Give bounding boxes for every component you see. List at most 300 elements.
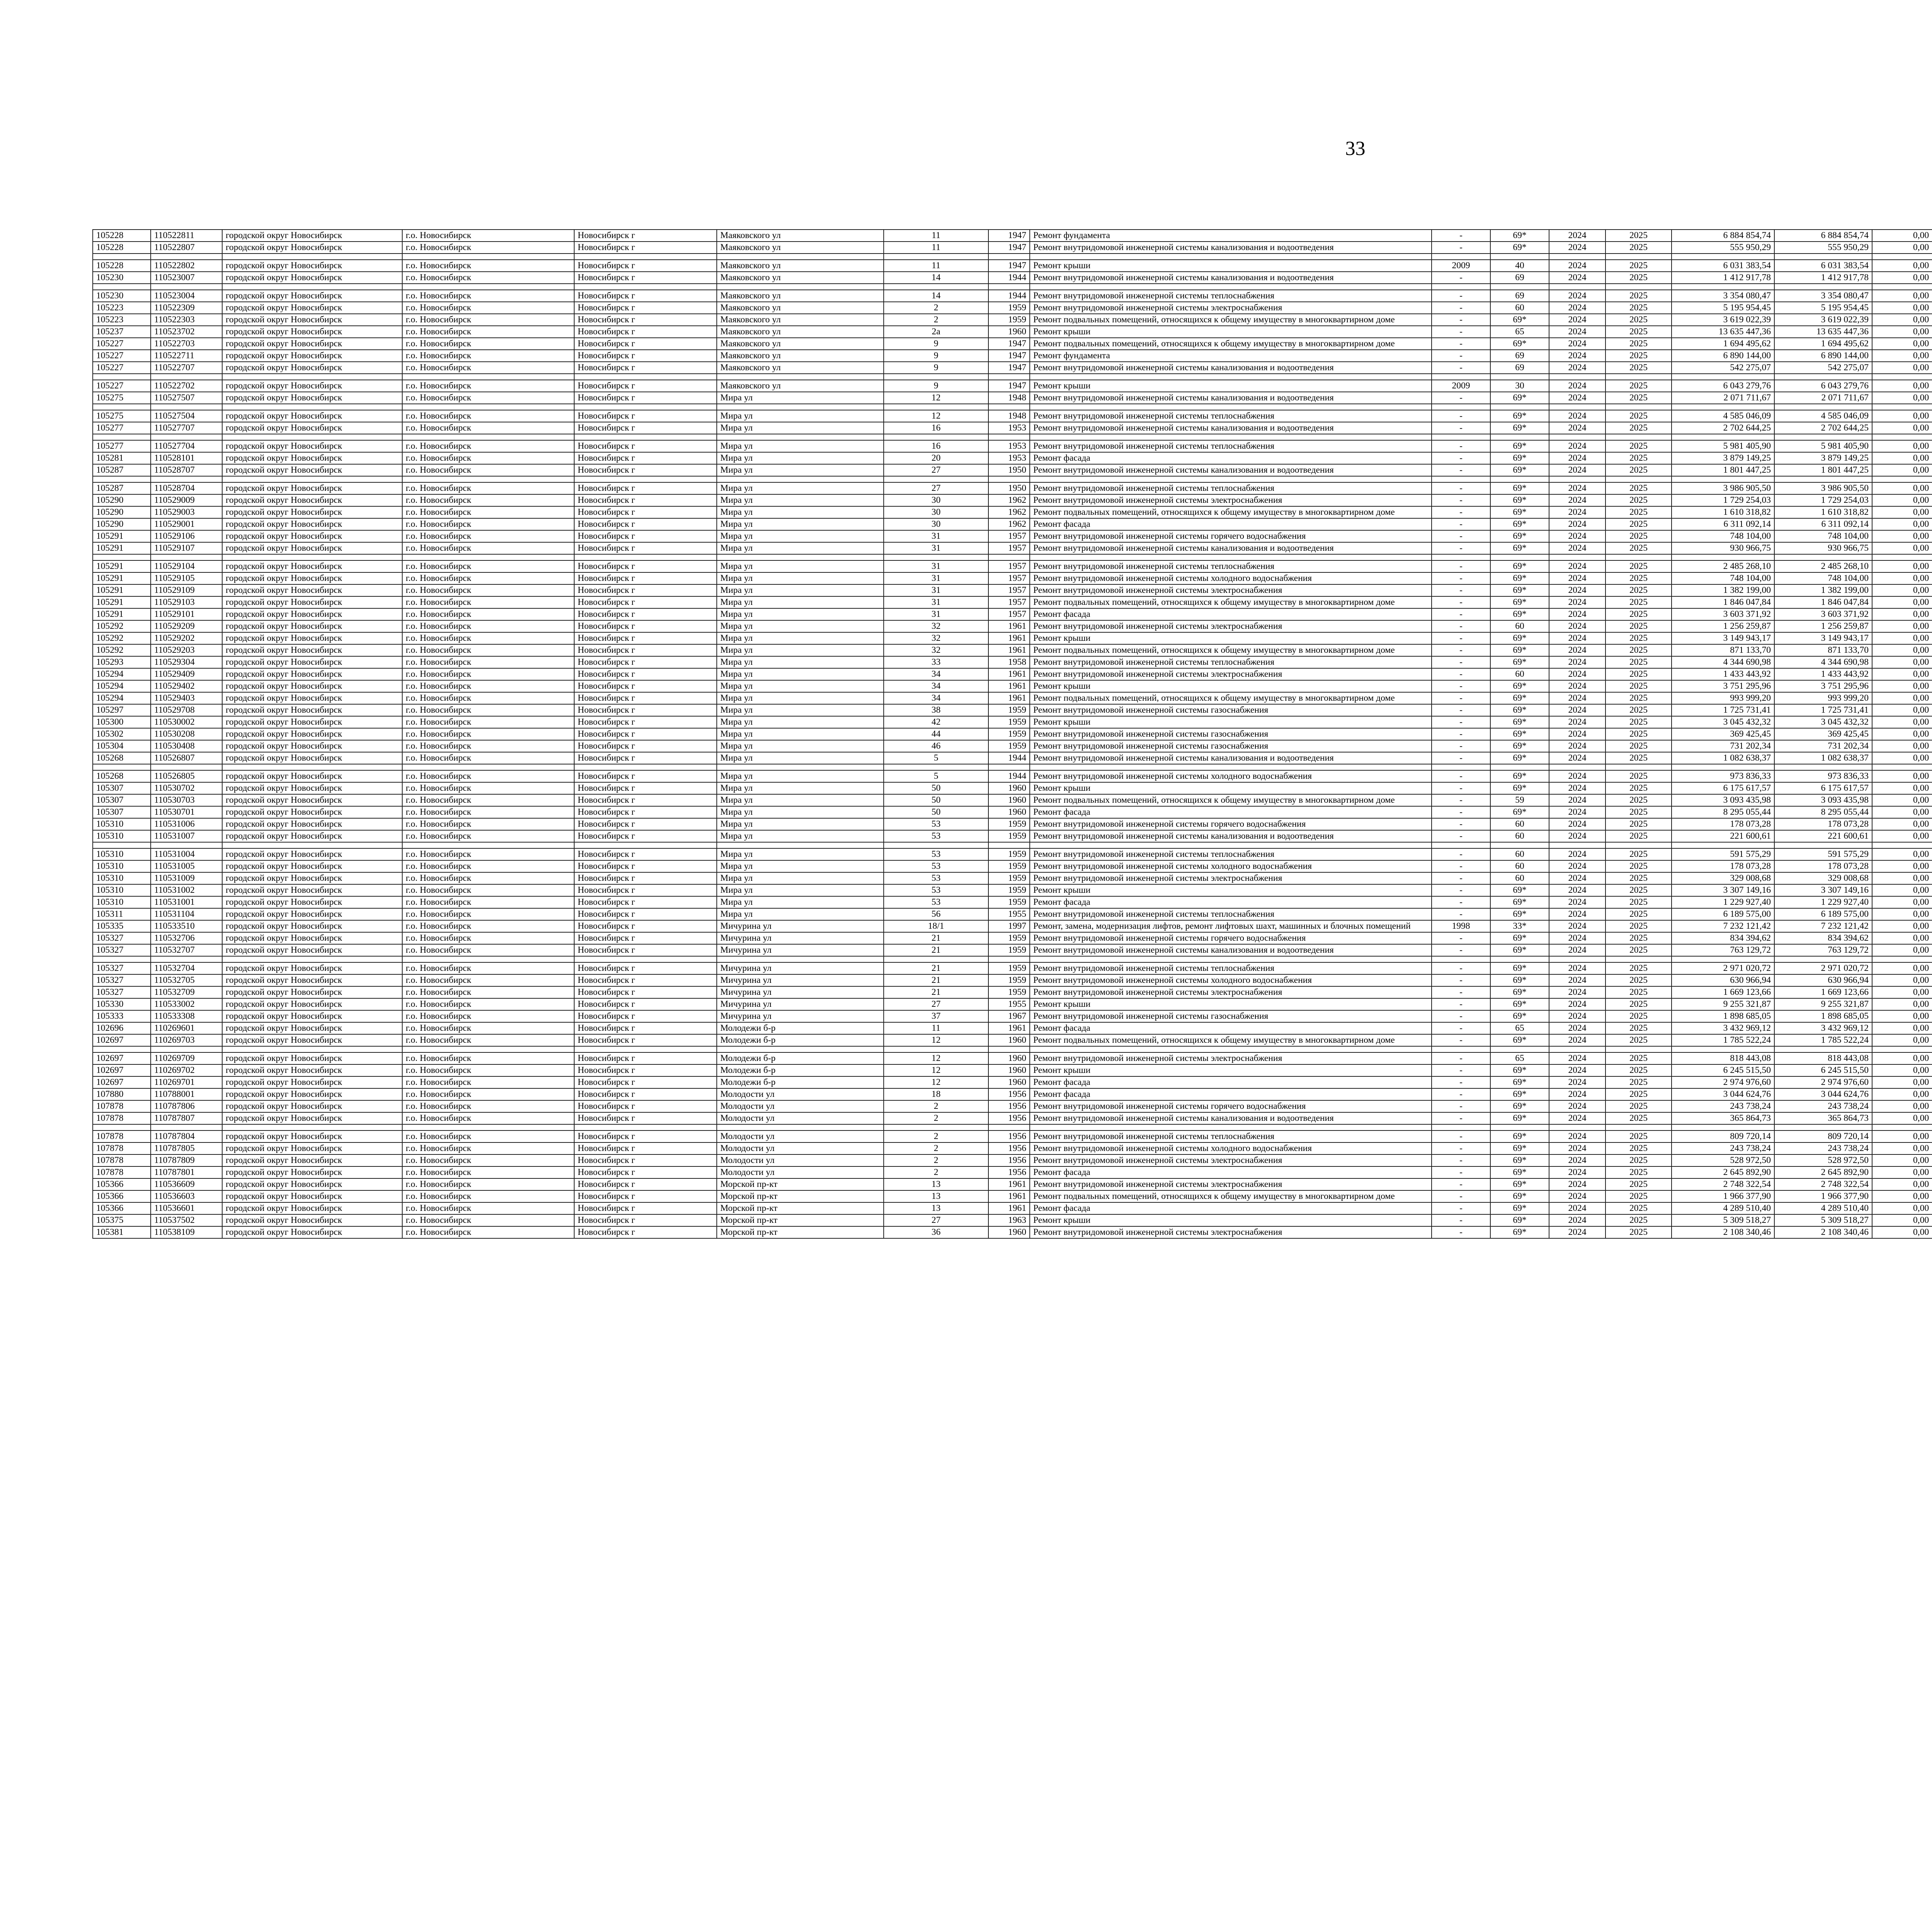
plan-year-end-cell: 2025 bbox=[1605, 1034, 1672, 1046]
repair-type-cell: Ремонт внутридомовой инженерной системы канализования и водоотведения bbox=[1030, 464, 1432, 476]
object-code-cell: 110529403 bbox=[151, 692, 222, 704]
repair-type-cell: Ремонт фасада bbox=[1030, 452, 1432, 464]
settlement-cell: г.о. Новосибирск bbox=[402, 1154, 574, 1166]
repair-type-cell: Ремонт внутридомовой инженерной системы электроснабжения bbox=[1030, 1226, 1432, 1238]
plan-year-end-cell: 2025 bbox=[1605, 608, 1672, 620]
locality-cell: Новосибирск г bbox=[574, 422, 717, 434]
table-row bbox=[93, 302, 1932, 314]
locality-cell: Новосибирск г bbox=[574, 482, 717, 494]
plan-year-start-cell: 2024 bbox=[1549, 920, 1605, 932]
build-year-cell: 1960 bbox=[988, 1052, 1030, 1064]
house-id-cell: 105290 bbox=[93, 506, 151, 518]
object-code-cell: 110536609 bbox=[151, 1178, 222, 1190]
last-repair-year-cell: - bbox=[1432, 230, 1490, 242]
settlement-cell: г.о. Новосибирск bbox=[402, 1142, 574, 1154]
wear-percent-cell: 69 bbox=[1490, 362, 1549, 374]
plan-year-start-cell: 2024 bbox=[1549, 668, 1605, 680]
municipality-cell: городской округ Новосибирск bbox=[222, 728, 402, 740]
total-cost-cell: 1 729 254,03 bbox=[1672, 494, 1774, 506]
municipality-cell: городской округ Новосибирск bbox=[222, 1190, 402, 1202]
locality-cell: Новосибирск г bbox=[574, 806, 717, 818]
last-repair-year-cell: - bbox=[1432, 410, 1490, 422]
house-id-cell: 105327 bbox=[93, 944, 151, 956]
table-row bbox=[93, 920, 1932, 932]
repair-type-cell: Ремонт внутридомовой инженерной системы канализования и водоотведения bbox=[1030, 1112, 1432, 1124]
empty-cell bbox=[1549, 254, 1605, 260]
municipality-cell: городской округ Новосибирск bbox=[222, 560, 402, 572]
table-row bbox=[93, 986, 1932, 998]
empty-cell bbox=[1672, 842, 1774, 848]
cost-federal-cell: 0,00 bbox=[1872, 572, 1932, 584]
object-code-cell: 110531004 bbox=[151, 848, 222, 860]
municipality-cell: городской округ Новосибирск bbox=[222, 290, 402, 302]
empty-cell bbox=[93, 956, 151, 962]
wear-percent-cell: 69* bbox=[1490, 998, 1549, 1010]
cost-fund-cell: 9 255 321,87 bbox=[1774, 998, 1872, 1010]
plan-year-end-cell: 2025 bbox=[1605, 884, 1672, 896]
house-id-cell: 105333 bbox=[93, 1010, 151, 1022]
empty-cell bbox=[717, 434, 884, 440]
empty-cell bbox=[1872, 554, 1932, 560]
cost-federal-cell: 0,00 bbox=[1872, 1064, 1932, 1076]
plan-year-start-cell: 2024 bbox=[1549, 644, 1605, 656]
house-id-cell: 105327 bbox=[93, 974, 151, 986]
plan-year-end-cell: 2025 bbox=[1605, 1112, 1672, 1124]
house-id-cell: 105366 bbox=[93, 1190, 151, 1202]
object-code-cell: 110529104 bbox=[151, 560, 222, 572]
settlement-cell: г.о. Новосибирск bbox=[402, 962, 574, 974]
repair-type-cell: Ремонт внутридомовой инженерной системы теплоснабжения bbox=[1030, 962, 1432, 974]
house-number-cell: 30 bbox=[884, 494, 988, 506]
wear-percent-cell: 69* bbox=[1490, 392, 1549, 404]
wear-percent-cell: 69* bbox=[1490, 632, 1549, 644]
empty-cell bbox=[574, 554, 717, 560]
last-repair-year-cell: - bbox=[1432, 1226, 1490, 1238]
house-number-cell: 31 bbox=[884, 584, 988, 596]
house-id-cell: 105297 bbox=[93, 704, 151, 716]
cost-federal-cell: 0,00 bbox=[1872, 896, 1932, 908]
municipality-cell: городской округ Новосибирск bbox=[222, 338, 402, 350]
cost-fund-cell: 6 189 575,00 bbox=[1774, 908, 1872, 920]
object-code-cell: 110269703 bbox=[151, 1034, 222, 1046]
settlement-cell: г.о. Новосибирск bbox=[402, 302, 574, 314]
municipality-cell: городской округ Новосибирск bbox=[222, 242, 402, 254]
street-cell: Мира ул bbox=[717, 494, 884, 506]
cost-fund-cell: 2 071 711,67 bbox=[1774, 392, 1872, 404]
plan-year-end-cell: 2025 bbox=[1605, 1022, 1672, 1034]
plan-year-end-cell: 2025 bbox=[1605, 1010, 1672, 1022]
cost-fund-cell: 2 645 892,90 bbox=[1774, 1166, 1872, 1178]
object-code-cell: 110529203 bbox=[151, 644, 222, 656]
table-row bbox=[93, 506, 1932, 518]
plan-year-end-cell: 2025 bbox=[1605, 704, 1672, 716]
object-code-cell: 110522711 bbox=[151, 350, 222, 362]
settlement-cell: г.о. Новосибирск bbox=[402, 392, 574, 404]
total-cost-cell: 2 108 340,46 bbox=[1672, 1226, 1774, 1238]
cost-federal-cell: 0,00 bbox=[1872, 818, 1932, 830]
cost-federal-cell: 0,00 bbox=[1872, 728, 1932, 740]
settlement-cell: г.о. Новосибирск bbox=[402, 656, 574, 668]
object-code-cell: 110529101 bbox=[151, 608, 222, 620]
wear-percent-cell: 69* bbox=[1490, 560, 1549, 572]
build-year-cell: 1947 bbox=[988, 230, 1030, 242]
plan-year-start-cell: 2024 bbox=[1549, 422, 1605, 434]
cost-federal-cell: 0,00 bbox=[1872, 680, 1932, 692]
empty-cell bbox=[988, 404, 1030, 410]
repair-type-cell: Ремонт фасада bbox=[1030, 806, 1432, 818]
empty-cell bbox=[884, 254, 988, 260]
repair-type-cell: Ремонт внутридомовой инженерной системы электроснабжения bbox=[1030, 584, 1432, 596]
last-repair-year-cell: - bbox=[1432, 1052, 1490, 1064]
wear-percent-cell: 69* bbox=[1490, 1034, 1549, 1046]
total-cost-cell: 555 950,29 bbox=[1672, 242, 1774, 254]
municipality-cell: городской округ Новосибирск bbox=[222, 860, 402, 872]
plan-year-end-cell: 2025 bbox=[1605, 314, 1672, 326]
repair-type-cell: Ремонт фасада bbox=[1030, 1022, 1432, 1034]
house-number-cell: 12 bbox=[884, 410, 988, 422]
cost-fund-cell: 1 898 685,05 bbox=[1774, 1010, 1872, 1022]
locality-cell: Новосибирск г bbox=[574, 506, 717, 518]
total-cost-cell: 1 382 199,00 bbox=[1672, 584, 1774, 596]
house-id-cell: 107878 bbox=[93, 1142, 151, 1154]
empty-cell bbox=[222, 254, 402, 260]
locality-cell: Новосибирск г bbox=[574, 494, 717, 506]
total-cost-cell: 1 610 318,82 bbox=[1672, 506, 1774, 518]
locality-cell: Новосибирск г bbox=[574, 920, 717, 932]
settlement-cell: г.о. Новосибирск bbox=[402, 1190, 574, 1202]
empty-cell bbox=[1549, 956, 1605, 962]
total-cost-cell: 542 275,07 bbox=[1672, 362, 1774, 374]
plan-year-start-cell: 2024 bbox=[1549, 1142, 1605, 1154]
plan-year-end-cell: 2025 bbox=[1605, 860, 1672, 872]
wear-percent-cell: 69* bbox=[1490, 494, 1549, 506]
empty-cell bbox=[988, 254, 1030, 260]
repair-type-cell: Ремонт внутридомовой инженерной системы электроснабжения bbox=[1030, 302, 1432, 314]
cost-federal-cell: 0,00 bbox=[1872, 770, 1932, 782]
street-cell: Мира ул bbox=[717, 506, 884, 518]
street-cell: Мичурина ул bbox=[717, 932, 884, 944]
plan-year-end-cell: 2025 bbox=[1605, 986, 1672, 998]
wear-percent-cell: 69* bbox=[1490, 1178, 1549, 1190]
municipality-cell: городской округ Новосибирск bbox=[222, 692, 402, 704]
house-id-cell: 105292 bbox=[93, 644, 151, 656]
cost-fund-cell: 8 295 055,44 bbox=[1774, 806, 1872, 818]
house-number-cell: 2а bbox=[884, 326, 988, 338]
house-number-cell: 14 bbox=[884, 290, 988, 302]
house-id-cell: 105287 bbox=[93, 464, 151, 476]
blank-row bbox=[93, 554, 1932, 560]
plan-year-end-cell: 2025 bbox=[1605, 1178, 1672, 1190]
house-id-cell: 105310 bbox=[93, 872, 151, 884]
plan-year-end-cell: 2025 bbox=[1605, 806, 1672, 818]
locality-cell: Новосибирск г bbox=[574, 1226, 717, 1238]
total-cost-cell: 6 175 617,57 bbox=[1672, 782, 1774, 794]
repair-type-cell: Ремонт, замена, модернизация лифтов, ремонт лифтовых шахт, машинных и блочных помещений bbox=[1030, 920, 1432, 932]
wear-percent-cell: 69* bbox=[1490, 482, 1549, 494]
street-cell: Мира ул bbox=[717, 740, 884, 752]
build-year-cell: 1956 bbox=[988, 1130, 1030, 1142]
cost-fund-cell: 3 986 905,50 bbox=[1774, 482, 1872, 494]
total-cost-cell: 818 443,08 bbox=[1672, 1052, 1774, 1064]
house-number-cell: 21 bbox=[884, 974, 988, 986]
municipality-cell: городской округ Новосибирск bbox=[222, 818, 402, 830]
municipality-cell: городской округ Новосибирск bbox=[222, 410, 402, 422]
wear-percent-cell: 69* bbox=[1490, 716, 1549, 728]
build-year-cell: 1962 bbox=[988, 494, 1030, 506]
empty-cell bbox=[574, 476, 717, 482]
build-year-cell: 1961 bbox=[988, 1178, 1030, 1190]
municipality-cell: городской округ Новосибирск bbox=[222, 1178, 402, 1190]
cost-federal-cell: 0,00 bbox=[1872, 350, 1932, 362]
street-cell: Молодости ул bbox=[717, 1154, 884, 1166]
house-id-cell: 105275 bbox=[93, 392, 151, 404]
last-repair-year-cell: - bbox=[1432, 884, 1490, 896]
object-code-cell: 110530701 bbox=[151, 806, 222, 818]
empty-cell bbox=[1432, 1046, 1490, 1052]
build-year-cell: 1948 bbox=[988, 410, 1030, 422]
cost-federal-cell: 0,00 bbox=[1872, 542, 1932, 554]
empty-cell bbox=[717, 842, 884, 848]
repair-type-cell: Ремонт внутридомовой инженерной системы электроснабжения bbox=[1030, 494, 1432, 506]
cost-federal-cell: 0,00 bbox=[1872, 752, 1932, 764]
table-row bbox=[93, 1190, 1932, 1202]
municipality-cell: городской округ Новосибирск bbox=[222, 1010, 402, 1022]
plan-year-end-cell: 2025 bbox=[1605, 272, 1672, 284]
last-repair-year-cell: - bbox=[1432, 728, 1490, 740]
street-cell: Мира ул bbox=[717, 704, 884, 716]
table-row bbox=[93, 680, 1932, 692]
last-repair-year-cell: - bbox=[1432, 272, 1490, 284]
empty-cell bbox=[151, 1124, 222, 1130]
street-cell: Мира ул bbox=[717, 560, 884, 572]
house-number-cell: 31 bbox=[884, 572, 988, 584]
last-repair-year-cell: - bbox=[1432, 806, 1490, 818]
total-cost-cell: 1 898 685,05 bbox=[1672, 1010, 1774, 1022]
plan-year-start-cell: 2024 bbox=[1549, 452, 1605, 464]
street-cell: Мира ул bbox=[717, 644, 884, 656]
object-code-cell: 110529105 bbox=[151, 572, 222, 584]
street-cell: Мира ул bbox=[717, 452, 884, 464]
cost-fund-cell: 2 485 268,10 bbox=[1774, 560, 1872, 572]
empty-cell bbox=[1432, 956, 1490, 962]
total-cost-cell: 13 635 447,36 bbox=[1672, 326, 1774, 338]
plan-year-start-cell: 2024 bbox=[1549, 482, 1605, 494]
cost-fund-cell: 930 966,75 bbox=[1774, 542, 1872, 554]
table-row bbox=[93, 1166, 1932, 1178]
wear-percent-cell: 69* bbox=[1490, 440, 1549, 452]
street-cell: Мира ул bbox=[717, 518, 884, 530]
object-code-cell: 110538109 bbox=[151, 1226, 222, 1238]
empty-cell bbox=[1605, 1124, 1672, 1130]
plan-year-start-cell: 2024 bbox=[1549, 560, 1605, 572]
locality-cell: Новосибирск г bbox=[574, 1154, 717, 1166]
cost-fund-cell: 3 354 080,47 bbox=[1774, 290, 1872, 302]
last-repair-year-cell: - bbox=[1432, 620, 1490, 632]
house-number-cell: 32 bbox=[884, 620, 988, 632]
street-cell: Мира ул bbox=[717, 884, 884, 896]
street-cell: Маяковского ул bbox=[717, 338, 884, 350]
settlement-cell: г.о. Новосибирск bbox=[402, 692, 574, 704]
object-code-cell: 110531005 bbox=[151, 860, 222, 872]
last-repair-year-cell: - bbox=[1432, 770, 1490, 782]
table-row bbox=[93, 1034, 1932, 1046]
build-year-cell: 1947 bbox=[988, 380, 1030, 392]
municipality-cell: городской округ Новосибирск bbox=[222, 530, 402, 542]
build-year-cell: 1957 bbox=[988, 560, 1030, 572]
empty-cell bbox=[1490, 764, 1549, 770]
house-id-cell: 107878 bbox=[93, 1154, 151, 1166]
object-code-cell: 110529202 bbox=[151, 632, 222, 644]
capital-repair-register-table bbox=[92, 229, 1932, 1239]
municipality-cell: городской округ Новосибирск bbox=[222, 794, 402, 806]
plan-year-end-cell: 2025 bbox=[1605, 740, 1672, 752]
last-repair-year-cell: - bbox=[1432, 974, 1490, 986]
house-number-cell: 12 bbox=[884, 1052, 988, 1064]
cost-fund-cell: 748 104,00 bbox=[1774, 530, 1872, 542]
house-number-cell: 11 bbox=[884, 242, 988, 254]
empty-cell bbox=[151, 374, 222, 380]
wear-percent-cell: 69 bbox=[1490, 290, 1549, 302]
plan-year-end-cell: 2025 bbox=[1605, 728, 1672, 740]
street-cell: Морской пр-кт bbox=[717, 1226, 884, 1238]
total-cost-cell: 630 966,94 bbox=[1672, 974, 1774, 986]
plan-year-end-cell: 2025 bbox=[1605, 464, 1672, 476]
plan-year-end-cell: 2025 bbox=[1605, 1076, 1672, 1088]
object-code-cell: 110527507 bbox=[151, 392, 222, 404]
settlement-cell: г.о. Новосибирск bbox=[402, 1178, 574, 1190]
street-cell: Мира ул bbox=[717, 692, 884, 704]
plan-year-start-cell: 2024 bbox=[1549, 830, 1605, 842]
object-code-cell: 110523004 bbox=[151, 290, 222, 302]
house-number-cell: 21 bbox=[884, 932, 988, 944]
cost-fund-cell: 1 801 447,25 bbox=[1774, 464, 1872, 476]
locality-cell: Новосибирск г bbox=[574, 974, 717, 986]
street-cell: Маяковского ул bbox=[717, 290, 884, 302]
plan-year-start-cell: 2024 bbox=[1549, 392, 1605, 404]
wear-percent-cell: 69* bbox=[1490, 728, 1549, 740]
cost-fund-cell: 365 864,73 bbox=[1774, 1112, 1872, 1124]
empty-cell bbox=[717, 956, 884, 962]
plan-year-end-cell: 2025 bbox=[1605, 1142, 1672, 1154]
wear-percent-cell: 60 bbox=[1490, 830, 1549, 842]
house-number-cell: 36 bbox=[884, 1226, 988, 1238]
table-row bbox=[93, 452, 1932, 464]
cost-federal-cell: 0,00 bbox=[1872, 740, 1932, 752]
municipality-cell: городской округ Новосибирск bbox=[222, 608, 402, 620]
build-year-cell: 1961 bbox=[988, 668, 1030, 680]
wear-percent-cell: 69* bbox=[1490, 704, 1549, 716]
empty-cell bbox=[402, 764, 574, 770]
street-cell: Маяковского ул bbox=[717, 230, 884, 242]
empty-cell bbox=[222, 476, 402, 482]
total-cost-cell: 243 738,24 bbox=[1672, 1100, 1774, 1112]
build-year-cell: 1959 bbox=[988, 314, 1030, 326]
last-repair-year-cell: - bbox=[1432, 452, 1490, 464]
cost-federal-cell: 0,00 bbox=[1872, 974, 1932, 986]
cost-fund-cell: 1 082 638,37 bbox=[1774, 752, 1872, 764]
street-cell: Мира ул bbox=[717, 860, 884, 872]
cost-federal-cell: 0,00 bbox=[1872, 986, 1932, 998]
object-code-cell: 110536601 bbox=[151, 1202, 222, 1214]
object-code-cell: 110530408 bbox=[151, 740, 222, 752]
settlement-cell: г.о. Новосибирск bbox=[402, 506, 574, 518]
total-cost-cell: 930 966,75 bbox=[1672, 542, 1774, 554]
build-year-cell: 1959 bbox=[988, 884, 1030, 896]
house-id-cell: 105277 bbox=[93, 440, 151, 452]
table-row bbox=[93, 716, 1932, 728]
plan-year-start-cell: 2024 bbox=[1549, 338, 1605, 350]
house-number-cell: 12 bbox=[884, 1064, 988, 1076]
municipality-cell: городской округ Новосибирск bbox=[222, 848, 402, 860]
plan-year-start-cell: 2024 bbox=[1549, 692, 1605, 704]
plan-year-start-cell: 2024 bbox=[1549, 818, 1605, 830]
locality-cell: Новосибирск г bbox=[574, 932, 717, 944]
municipality-cell: городской округ Новосибирск bbox=[222, 830, 402, 842]
municipality-cell: городской округ Новосибирск bbox=[222, 482, 402, 494]
empty-cell bbox=[1549, 842, 1605, 848]
locality-cell: Новосибирск г bbox=[574, 656, 717, 668]
plan-year-start-cell: 2024 bbox=[1549, 872, 1605, 884]
blank-row bbox=[93, 434, 1932, 440]
cost-federal-cell: 0,00 bbox=[1872, 656, 1932, 668]
house-id-cell: 105310 bbox=[93, 818, 151, 830]
build-year-cell: 1960 bbox=[988, 326, 1030, 338]
blank-row bbox=[93, 404, 1932, 410]
total-cost-cell: 3 619 022,39 bbox=[1672, 314, 1774, 326]
repair-type-cell: Ремонт внутридомовой инженерной системы теплоснабжения bbox=[1030, 560, 1432, 572]
cost-fund-cell: 1 846 047,84 bbox=[1774, 596, 1872, 608]
repair-type-cell: Ремонт внутридомовой инженерной системы теплоснабжения bbox=[1030, 908, 1432, 920]
municipality-cell: городской округ Новосибирск bbox=[222, 1226, 402, 1238]
empty-cell bbox=[1605, 554, 1672, 560]
house-id-cell: 105230 bbox=[93, 272, 151, 284]
build-year-cell: 1957 bbox=[988, 608, 1030, 620]
street-cell: Мира ул bbox=[717, 542, 884, 554]
plan-year-end-cell: 2025 bbox=[1605, 632, 1672, 644]
wear-percent-cell: 69* bbox=[1490, 884, 1549, 896]
locality-cell: Новосибирск г bbox=[574, 1088, 717, 1100]
plan-year-end-cell: 2025 bbox=[1605, 944, 1672, 956]
object-code-cell: 110537502 bbox=[151, 1214, 222, 1226]
empty-cell bbox=[1490, 284, 1549, 290]
repair-type-cell: Ремонт внутридомовой инженерной системы канализования и водоотведения bbox=[1030, 272, 1432, 284]
wear-percent-cell: 69* bbox=[1490, 230, 1549, 242]
settlement-cell: г.о. Новосибирск bbox=[402, 644, 574, 656]
cost-fund-cell: 4 289 510,40 bbox=[1774, 1202, 1872, 1214]
plan-year-end-cell: 2025 bbox=[1605, 1052, 1672, 1064]
empty-cell bbox=[717, 1124, 884, 1130]
last-repair-year-cell: - bbox=[1432, 1178, 1490, 1190]
plan-year-end-cell: 2025 bbox=[1605, 1226, 1672, 1238]
empty-cell bbox=[1490, 254, 1549, 260]
house-number-cell: 11 bbox=[884, 1022, 988, 1034]
settlement-cell: г.о. Новосибирск bbox=[402, 572, 574, 584]
object-code-cell: 110536603 bbox=[151, 1190, 222, 1202]
blank-row bbox=[93, 284, 1932, 290]
municipality-cell: городской округ Новосибирск bbox=[222, 974, 402, 986]
house-number-cell: 9 bbox=[884, 362, 988, 374]
house-number-cell: 2 bbox=[884, 1154, 988, 1166]
empty-cell bbox=[988, 374, 1030, 380]
object-code-cell: 110269701 bbox=[151, 1076, 222, 1088]
locality-cell: Новосибирск г bbox=[574, 1166, 717, 1178]
total-cost-cell: 3 044 624,76 bbox=[1672, 1088, 1774, 1100]
table-row bbox=[93, 1226, 1932, 1238]
house-id-cell: 105291 bbox=[93, 560, 151, 572]
total-cost-cell: 3 432 969,12 bbox=[1672, 1022, 1774, 1034]
cost-federal-cell: 0,00 bbox=[1872, 260, 1932, 272]
settlement-cell: г.о. Новосибирск bbox=[402, 632, 574, 644]
